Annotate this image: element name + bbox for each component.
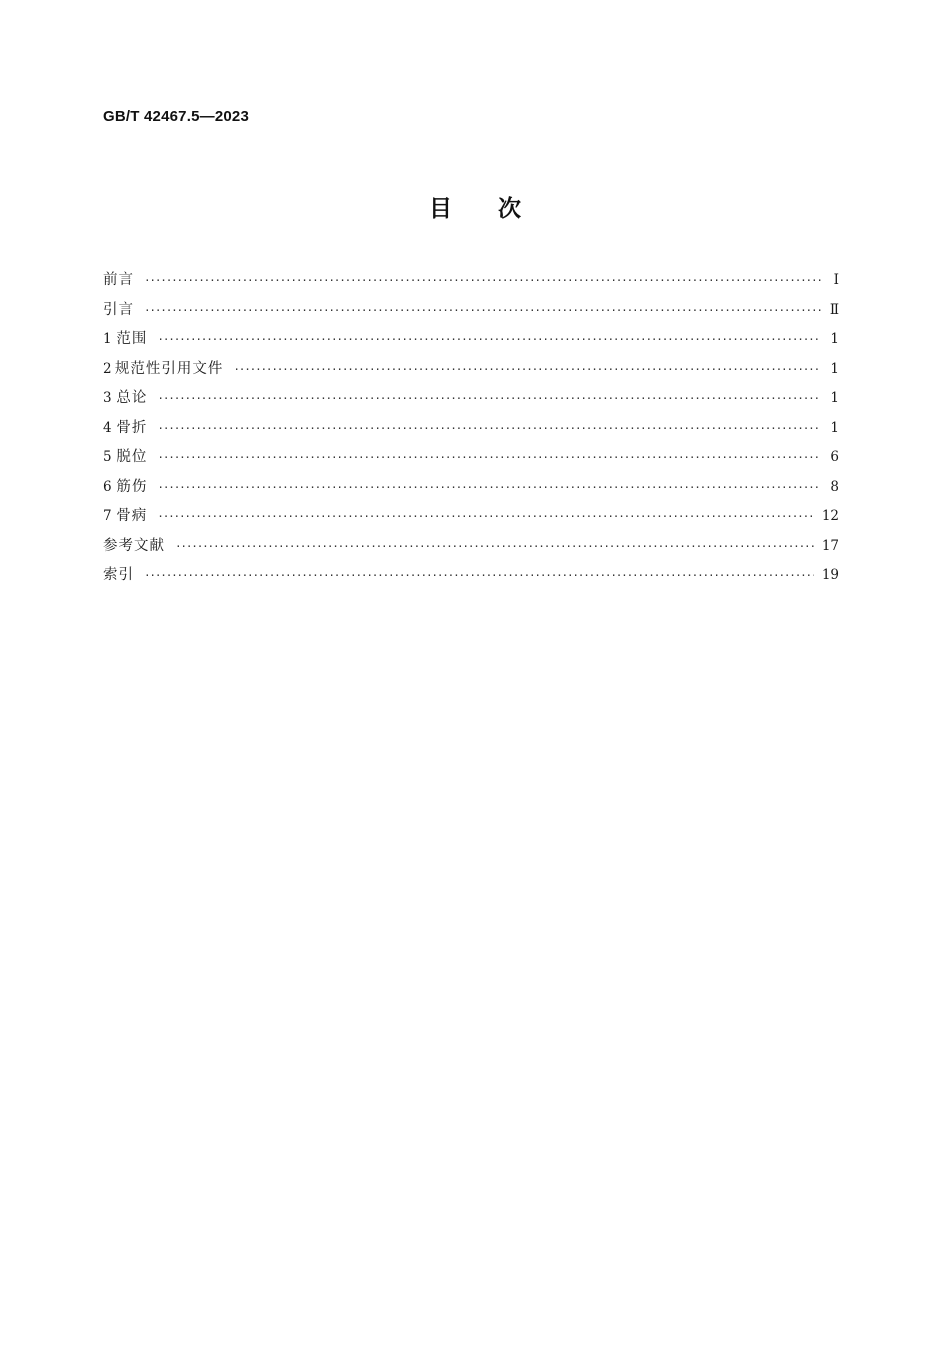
toc-entry-number: 1 xyxy=(103,331,112,347)
toc-entry-label: 筋伤 xyxy=(116,478,148,495)
table-of-contents xyxy=(103,266,839,591)
toc-dot-leader xyxy=(144,561,814,591)
toc-dot-leader xyxy=(175,532,814,562)
toc-entry-page: Ⅰ xyxy=(833,272,839,288)
toc-entry-introduction[interactable] xyxy=(103,296,839,326)
toc-dot-leader xyxy=(157,473,821,503)
toc-entry-index[interactable] xyxy=(103,561,839,591)
toc-dot-leader xyxy=(157,502,814,532)
toc-entry-page: 1 xyxy=(830,390,839,406)
toc-entry-soft-tissue-injury[interactable] xyxy=(103,473,839,503)
toc-entry-page: 1 xyxy=(830,331,839,347)
toc-title: 目次 xyxy=(429,196,567,222)
toc-entry-bibliography[interactable] xyxy=(103,532,839,562)
toc-entry-page: 1 xyxy=(830,419,839,436)
toc-entry-page: 6 xyxy=(830,449,839,465)
toc-entry-general[interactable] xyxy=(103,384,839,414)
toc-entry-number: 2 xyxy=(103,360,112,377)
standard-number: GB/T 42467.5—2023 xyxy=(103,108,249,125)
toc-entry-label: 范围 xyxy=(116,331,148,347)
toc-entry-number: 7 xyxy=(103,508,112,524)
toc-entry-normative-references[interactable] xyxy=(103,355,839,385)
toc-entry-label: 总论 xyxy=(116,390,148,406)
toc-entry-scope[interactable] xyxy=(103,325,839,355)
toc-entry-label: 骨病 xyxy=(116,508,148,524)
toc-entry-number: 6 xyxy=(103,478,112,495)
toc-entry-fracture[interactable] xyxy=(103,414,839,444)
toc-dot-leader xyxy=(233,355,821,385)
toc-dot-leader xyxy=(157,325,821,355)
toc-entry-page: 1 xyxy=(830,360,839,377)
toc-entry-dislocation[interactable] xyxy=(103,443,839,473)
toc-dot-leader xyxy=(157,443,821,473)
toc-entry-label: 规范性引用文件 xyxy=(114,360,224,377)
toc-dot-leader xyxy=(157,384,821,414)
toc-entry-page: 12 xyxy=(821,508,839,524)
toc-entry-label: 骨折 xyxy=(116,419,148,436)
toc-entry-page: 19 xyxy=(821,567,839,583)
toc-entry-label: 索引 xyxy=(103,567,134,583)
toc-entry-number: 3 xyxy=(103,390,112,406)
toc-entry-number: 5 xyxy=(103,449,112,465)
toc-entry-label: 脱位 xyxy=(116,449,148,465)
toc-dot-leader xyxy=(144,266,821,296)
toc-entry-page: 8 xyxy=(830,478,839,495)
toc-entry-page: 17 xyxy=(821,537,839,554)
toc-entry-bone-disease[interactable] xyxy=(103,502,839,532)
toc-entry-label: 参考文献 xyxy=(103,537,165,554)
toc-dot-leader xyxy=(144,296,821,326)
toc-entry-foreword[interactable] xyxy=(103,266,839,296)
toc-entry-page: Ⅱ xyxy=(829,301,839,318)
toc-entry-label: 引言 xyxy=(103,301,134,318)
toc-dot-leader xyxy=(157,414,821,444)
toc-entry-number: 4 xyxy=(103,419,112,436)
toc-entry-label: 前言 xyxy=(103,272,134,288)
